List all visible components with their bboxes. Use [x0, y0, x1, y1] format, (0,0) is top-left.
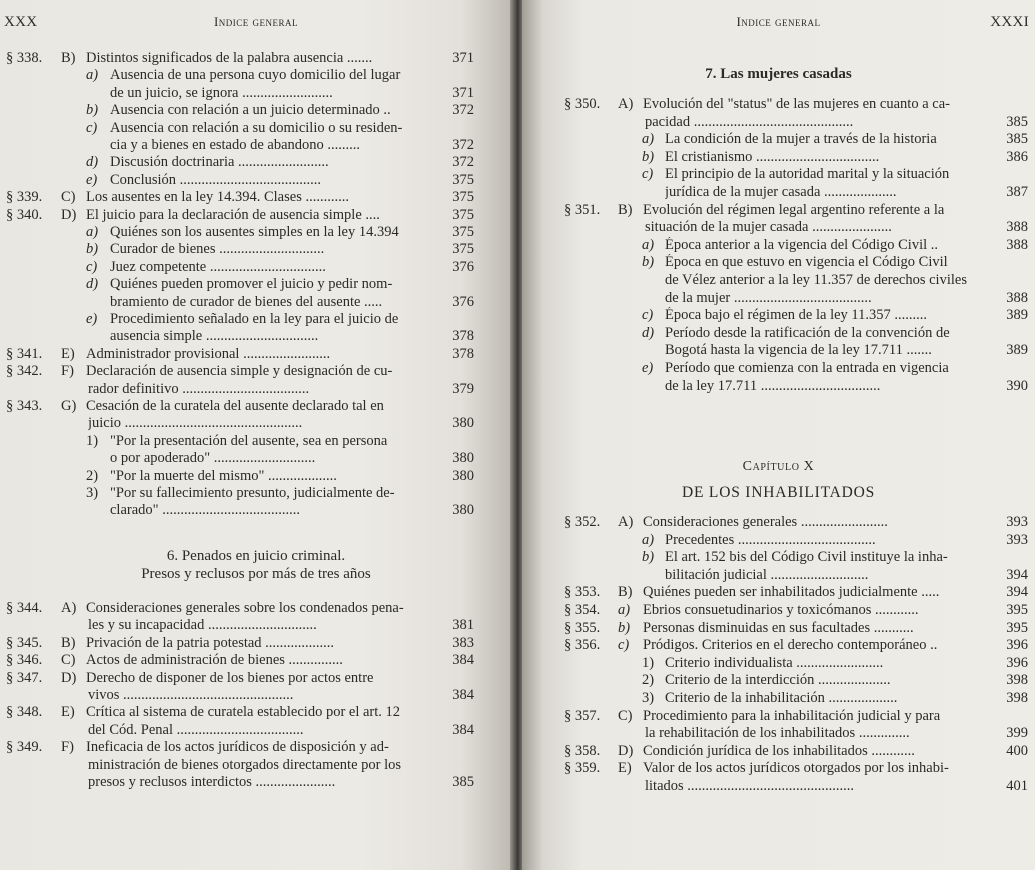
toc-line [564, 690, 1032, 707]
toc-page-number: 375 [452, 171, 474, 188]
toc-item-letter: C) [618, 707, 633, 724]
toc-item-text: Época bajo el régimen de la ley 11.357 ......... [665, 307, 927, 324]
toc-page-number: 378 [452, 345, 474, 362]
toc-section-number: § 341. [6, 345, 43, 362]
toc-line [6, 757, 476, 774]
toc-line [564, 760, 1032, 777]
toc-item-letter: 2) [86, 467, 99, 484]
toc-page-number: 376 [452, 293, 474, 310]
toc-line [6, 207, 476, 224]
toc-line [564, 290, 1032, 307]
toc-item-letter: c) [618, 637, 630, 654]
toc-line [564, 325, 1032, 342]
toc-item-text: Criterio de la inhabilitación ................... [665, 690, 898, 706]
toc-line [6, 450, 476, 467]
toc-page-number: 380 [452, 467, 474, 484]
toc-item-letter: B) [61, 50, 76, 66]
toc-item-text: Declaración de ausencia simple y designación de cu- [86, 363, 393, 380]
toc-item-text: Pródigos. Criterios en el derecho contemporáneo .. [643, 637, 938, 654]
toc-line [564, 254, 1032, 271]
toc-line [564, 778, 1032, 795]
toc-section-number: § 343. [6, 398, 43, 414]
toc-line [6, 172, 476, 189]
toc-item-text: Período desde la ratificación de la convención de [665, 324, 950, 341]
toc-item-letter: A) [61, 600, 77, 616]
toc-item-letter: A) [618, 514, 634, 530]
left-running-header: Indice general [213, 14, 299, 29]
toc-section-number: § 342. [6, 363, 43, 380]
toc-item-letter: E) [618, 760, 632, 777]
toc-item-text: rador definitivo ................................... [88, 380, 310, 397]
toc-line [6, 85, 476, 102]
toc-item-text: "Por la muerte del mismo" ................... [110, 467, 337, 484]
toc-item-letter: d) [642, 324, 655, 341]
toc-item-text: Privación de la patria potestad ................... [86, 634, 335, 651]
toc-line [6, 259, 476, 276]
toc-line [564, 708, 1032, 725]
toc-item-text: Ebrios consuetudinarios y toxicómanos ............ [643, 602, 919, 618]
toc-item-text: jurídica de la mujer casada .................... [665, 184, 897, 200]
toc-item-text: El art. 152 bis del Código Civil instituye la inha- [665, 549, 948, 566]
toc-item-text: Período que comienza con la entrada en vigencia [665, 360, 949, 376]
toc-item-text: Los ausentes en la ley 14.394. Clases ............ [86, 189, 349, 206]
toc-page-number: 398 [1006, 690, 1028, 706]
toc-item-text: del Cód. Penal ................................... [88, 721, 304, 738]
toc-item-text: El cristianismo .................................. [665, 148, 880, 165]
toc-item-text: les y su incapacidad .............................. [88, 617, 317, 634]
toc-line [564, 149, 1032, 166]
toc-item-text: bilitación judicial ........................... [665, 566, 869, 583]
toc-page-number: 388 [1006, 289, 1028, 306]
toc-page-number: 384 [452, 721, 474, 738]
toc-page-number: 395 [1006, 619, 1028, 636]
toc-item-letter: E) [61, 345, 75, 362]
toc-page-number: 388 [1006, 236, 1028, 253]
toc-line [564, 202, 1032, 219]
toc-item-text: Evolución del régimen legal argentino referente a la [643, 201, 945, 218]
toc-line [6, 363, 476, 380]
toc-line [564, 620, 1032, 637]
toc-line [564, 584, 1032, 601]
toc-item-text: litados .............................................. [645, 778, 855, 794]
toc-item-text: de la ley 17.711 ................................. [665, 377, 881, 394]
toc-page-number: 385 [1006, 113, 1028, 130]
toc-item-text: la rehabilitación de los inhabilitados .............. [645, 725, 910, 742]
toc-item-text: ministración de bienes otorgados directamente por los [88, 756, 402, 773]
toc-page-number: 401 [1006, 778, 1028, 794]
toc-page-number: 394 [1006, 584, 1028, 601]
toc-item-text: Ausencia con relación a un juicio determinado .. [110, 102, 391, 119]
toc-page-number: 376 [452, 258, 474, 275]
toc-item-text: Procedimiento para la inhabilitación judicial y para [643, 707, 941, 724]
toc-item-text: bramiento de curador de bienes del ausente ..... [110, 293, 383, 310]
toc-line [564, 219, 1032, 236]
toc-section-number: § 359. [564, 760, 601, 777]
right-page [522, 0, 1035, 870]
toc-item-text: clarado" ...................................... [110, 502, 300, 519]
toc-page-number: 393 [1006, 514, 1028, 530]
toc-line [6, 722, 476, 739]
toc-line [564, 672, 1032, 689]
toc-item-letter: A) [618, 96, 634, 112]
toc-page-number: 378 [452, 328, 474, 345]
toc-line [6, 774, 476, 791]
toc-line [6, 224, 476, 241]
toc-item-letter: a) [86, 224, 99, 240]
toc-line [564, 514, 1032, 531]
toc-item-text: de un juicio, se ignora ......................... [110, 84, 333, 101]
toc-item-letter: a) [642, 131, 655, 148]
toc-item-text: Crítica al sistema de curatela establecido por el art. 12 [86, 704, 401, 721]
toc-item-text: Curador de bienes ............................. [110, 241, 325, 258]
toc-item-letter: D) [618, 742, 634, 759]
toc-item-text: pacidad ............................................ [645, 113, 854, 130]
toc-line [564, 725, 1032, 742]
toc-item-letter: b) [86, 241, 99, 258]
toc-item-letter: b) [618, 619, 631, 636]
toc-page-number: 395 [1006, 602, 1028, 618]
toc-line [6, 485, 476, 502]
toc-page-number: 388 [1006, 219, 1028, 236]
toc-line [6, 120, 476, 137]
toc-item-letter: B) [618, 201, 633, 218]
toc-item-letter: d) [86, 276, 99, 293]
toc-section-number: § 339. [6, 189, 43, 206]
toc-item-text: Personas disminuidas en sus facultades ........... [643, 619, 914, 636]
toc-item-text: vivos ............................................... [88, 687, 294, 703]
toc-item-letter: B) [61, 634, 76, 651]
toc-line [564, 378, 1032, 395]
toc-item-text: Evolución del "status" de las mujeres en cuanto a ca- [643, 96, 950, 112]
toc-page-number: 390 [1006, 377, 1028, 394]
toc-line [6, 635, 476, 652]
toc-line [564, 342, 1032, 359]
toc-item-letter: b) [642, 148, 655, 165]
toc-section-number: § 349. [6, 739, 43, 756]
toc-item-letter: e) [86, 311, 98, 327]
toc-item-text: Administrador provisional ........................ [86, 345, 331, 362]
toc-item-text: Conclusión ....................................... [110, 171, 322, 188]
toc-section-number: § 356. [564, 637, 601, 654]
toc-section-number: § 344. [6, 600, 43, 616]
toc-line [6, 102, 476, 119]
toc-line [6, 687, 476, 704]
toc-item-letter: F) [61, 739, 74, 756]
toc-item-text: Época en que estuvo en vigencia el Código Civil [665, 254, 948, 271]
toc-item-letter: G) [61, 398, 77, 414]
toc-page-number: 379 [452, 380, 474, 397]
toc-page-number: 380 [452, 415, 474, 432]
toc-line [6, 50, 476, 67]
toc-item-text: Criterio de la interdicción .................... [665, 672, 891, 689]
toc-page-number: 389 [1006, 342, 1028, 359]
toc-item-text: Consideraciones generales ........................ [643, 514, 888, 530]
toc-page-number: 385 [1006, 131, 1028, 148]
toc-line [6, 154, 476, 171]
section-6-title: 6. Penados en juicio criminal. [166, 548, 346, 564]
toc-item-text: Juez competente ................................ [110, 258, 326, 275]
toc-item-text: Consideraciones generales sobre los condenados pena- [86, 600, 404, 616]
toc-section-number: § 351. [564, 201, 601, 218]
toc-item-letter: e) [86, 171, 98, 188]
toc-page-number: 375 [452, 189, 474, 206]
toc-page-number: 375 [452, 241, 474, 258]
toc-section-number: § 352. [564, 514, 601, 530]
toc-line [6, 652, 476, 669]
toc-line [564, 96, 1032, 113]
toc-item-letter: 3) [642, 690, 655, 706]
toc-page-number: 384 [452, 652, 474, 669]
toc-item-letter: e) [642, 360, 654, 376]
toc-item-text: Quiénes pueden promover el juicio y pedir nom- [110, 276, 393, 293]
toc-item-text: Criterio individualista ........................ [665, 654, 884, 671]
toc-line [6, 381, 476, 398]
toc-page-number: 375 [452, 224, 474, 240]
toc-item-letter: 3) [86, 485, 99, 501]
toc-line [6, 294, 476, 311]
toc-line [564, 549, 1032, 566]
toc-line [564, 743, 1032, 760]
toc-item-letter: E) [61, 704, 75, 721]
toc-item-text: El juicio para la declaración de ausencia simple .... [86, 206, 380, 223]
toc-line [6, 433, 476, 450]
toc-line [564, 184, 1032, 201]
toc-line [6, 600, 476, 617]
toc-line [564, 360, 1032, 377]
toc-item-letter: C) [61, 652, 76, 669]
toc-page-number: 399 [1006, 725, 1028, 742]
toc-item-text: cia y a bienes en estado de abandono ......... [110, 137, 361, 153]
toc-page-number: 372 [452, 154, 474, 171]
toc-section-number: § 358. [564, 742, 601, 759]
left-page-number: XXX [4, 14, 38, 30]
toc-item-letter: a) [642, 236, 655, 253]
toc-line [564, 602, 1032, 619]
toc-line [564, 655, 1032, 672]
toc-item-letter: a) [642, 531, 655, 548]
toc-page-number: 396 [1006, 637, 1028, 654]
toc-line [6, 617, 476, 634]
toc-item-text: Ausencia con relación a su domicilio o su residen- [110, 119, 403, 136]
toc-section-number: § 353. [564, 584, 601, 601]
toc-item-text: situación de la mujer casada ...................... [645, 219, 892, 236]
toc-item-text: presos y reclusos interdictos ...................... [88, 774, 336, 790]
toc-line [6, 398, 476, 415]
toc-item-text: o por apoderado" ............................ [110, 450, 316, 467]
toc-line [6, 704, 476, 721]
toc-item-text: El principio de la autoridad marital y la situación [665, 166, 950, 183]
toc-item-letter: 1) [642, 654, 655, 671]
toc-section-number: § 355. [564, 619, 601, 636]
toc-item-text: Distintos significados de la palabra ausencia ....... [86, 50, 373, 66]
toc-line [564, 567, 1032, 584]
toc-page-number: 383 [452, 634, 474, 651]
toc-item-letter: 2) [642, 672, 655, 689]
toc-line [6, 276, 476, 293]
toc-page-number: 372 [452, 102, 474, 119]
toc-item-letter: a) [618, 602, 631, 618]
toc-item-letter: c) [642, 307, 654, 324]
toc-section-number: § 340. [6, 206, 43, 223]
section-7-title: 7. Las mujeres casadas [705, 66, 852, 82]
toc-line [564, 532, 1032, 549]
toc-item-text: Época anterior a la vigencia del Código Civil .. [665, 236, 939, 253]
toc-line [6, 468, 476, 485]
right-page-number: XXXI [990, 14, 1029, 30]
toc-page-number: 372 [452, 137, 474, 153]
toc-page-number: 384 [452, 687, 474, 703]
toc-item-text: Quiénes son los ausentes simples en la ley 14.394 [110, 224, 399, 240]
toc-page-number: 393 [1006, 531, 1028, 548]
toc-page-number: 381 [452, 617, 474, 634]
toc-item-text: de la mujer ...................................... [665, 289, 872, 306]
toc-item-text: Precedentes ...................................... [665, 531, 876, 548]
toc-page-number: 371 [452, 50, 474, 66]
toc-page-number: 396 [1006, 654, 1028, 671]
toc-item-letter: F) [61, 363, 74, 380]
toc-item-letter: b) [642, 549, 655, 566]
toc-line [564, 114, 1032, 131]
toc-item-text: Valor de los actos jurídicos otorgados por los inhabi- [643, 760, 949, 777]
toc-line [6, 137, 476, 154]
toc-page-number: 386 [1006, 148, 1028, 165]
toc-line [564, 637, 1032, 654]
toc-item-letter: b) [642, 254, 655, 271]
toc-page-number: 371 [452, 84, 474, 101]
toc-line [6, 739, 476, 756]
toc-line [564, 272, 1032, 289]
toc-page-number: 375 [452, 206, 474, 223]
toc-page-number: 389 [1006, 307, 1028, 324]
toc-item-text: Derecho de disponer de los bienes por actos entre [86, 669, 374, 686]
toc-section-number: § 346. [6, 652, 43, 669]
toc-item-letter: a) [86, 67, 99, 84]
toc-line [6, 67, 476, 84]
toc-item-letter: c) [86, 258, 98, 275]
toc-item-text: "Por la presentación del ausente, sea en persona [110, 432, 388, 449]
toc-item-letter: c) [86, 119, 98, 136]
toc-item-text: Condición jurídica de los inhabilitados ............ [643, 742, 915, 759]
toc-item-text: Ineficacia de los actos jurídicos de disposición y ad- [86, 739, 389, 756]
toc-page-number: 394 [1006, 566, 1028, 583]
toc-item-letter: B) [618, 584, 633, 601]
right-running-header: Indice general [736, 14, 821, 29]
toc-item-text: Quiénes pueden ser inhabilitados judicialmente ..... [643, 584, 940, 601]
toc-line [6, 502, 476, 519]
section-6-subtitle: Presos y reclusos por más de tres años [141, 566, 371, 582]
toc-line [6, 346, 476, 363]
toc-page-number: 398 [1006, 672, 1028, 689]
toc-item-letter: 1) [86, 432, 99, 449]
toc-page-number: 380 [452, 450, 474, 467]
toc-item-letter: D) [61, 669, 77, 686]
chapter-title: DE LOS INHABILITADOS [682, 484, 875, 501]
toc-section-number: § 347. [6, 669, 43, 686]
toc-line [6, 241, 476, 258]
toc-item-text: Actos de administración de bienes ............... [86, 652, 343, 669]
toc-item-text: Procedimiento señalado en la ley para el juicio de [110, 311, 399, 327]
toc-item-text: de Vélez anterior a la ley 11.357 de derechos civiles [665, 272, 967, 288]
toc-page-number: 380 [452, 502, 474, 519]
toc-section-number: § 338. [6, 50, 43, 66]
toc-line [564, 307, 1032, 324]
toc-item-letter: d) [86, 154, 99, 171]
toc-line [6, 189, 476, 206]
toc-item-text: Discusión doctrinaria ......................... [110, 154, 329, 171]
toc-page-number: 387 [1006, 184, 1028, 200]
toc-section-number: § 345. [6, 634, 43, 651]
toc-line [564, 131, 1032, 148]
toc-line [564, 237, 1032, 254]
toc-section-number: § 354. [564, 602, 601, 618]
toc-line [6, 311, 476, 328]
toc-item-text: juicio ................................................. [88, 415, 303, 432]
toc-item-letter: C) [61, 189, 76, 206]
toc-item-text: "Por su fallecimiento presunto, judicialmente de- [110, 485, 395, 501]
toc-item-text: Cesación de la curatela del ausente declarado tal en [86, 398, 384, 414]
toc-item-letter: c) [642, 166, 654, 183]
toc-line [564, 166, 1032, 183]
toc-section-number: § 357. [564, 707, 601, 724]
toc-item-text: La condición de la mujer a través de la historia [665, 131, 937, 148]
toc-page-number: 400 [1006, 742, 1028, 759]
toc-line [6, 415, 476, 432]
left-page [0, 0, 512, 870]
toc-item-letter: D) [61, 206, 77, 223]
toc-page-number: 385 [452, 774, 474, 790]
toc-item-text: ausencia simple ............................... [110, 328, 319, 345]
toc-item-letter: b) [86, 102, 99, 119]
toc-item-text: Bogotá hasta la vigencia de la ley 17.711 ....... [665, 342, 932, 359]
toc-section-number: § 348. [6, 704, 43, 721]
toc-item-text: Ausencia de una persona cuyo domicilio del lugar [110, 67, 401, 84]
chapter-label: Capítulo X [742, 459, 815, 474]
toc-line [6, 670, 476, 687]
toc-section-number: § 350. [564, 96, 601, 112]
toc-line [6, 328, 476, 345]
